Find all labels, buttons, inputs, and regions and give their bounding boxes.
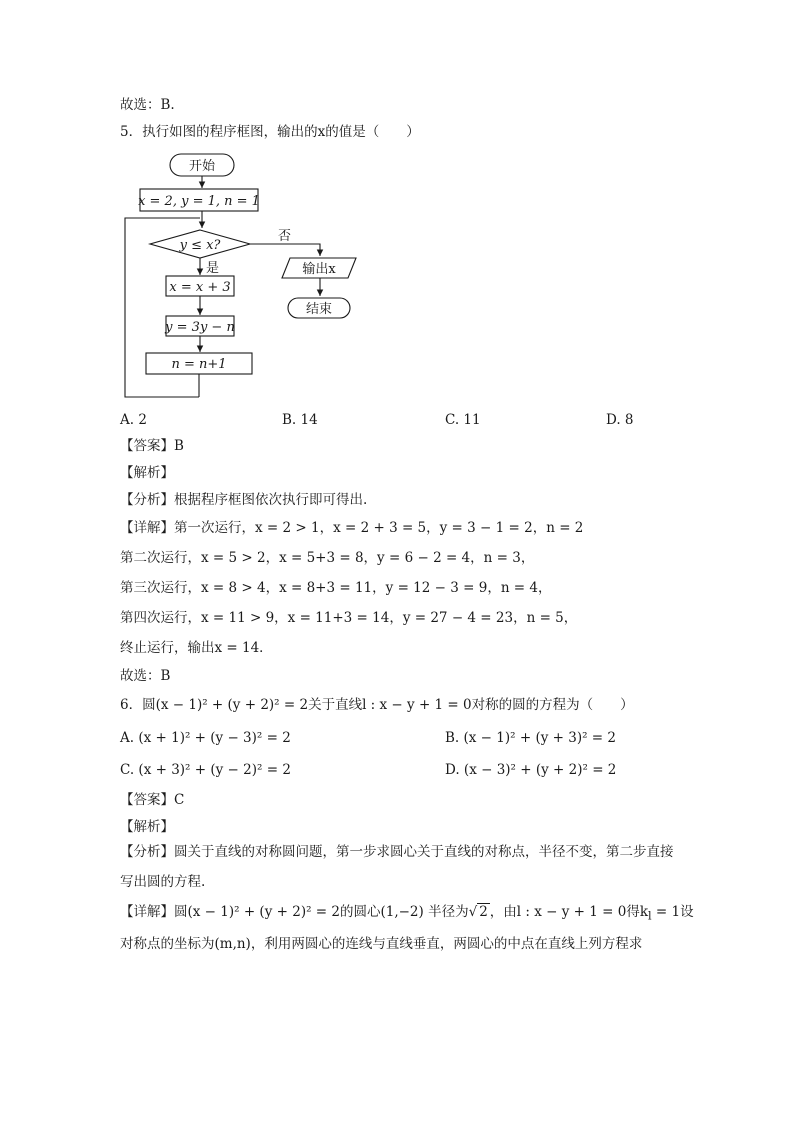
q5-analysis-heading: 【解析】 [120, 465, 174, 481]
q5-xiangjie: 【详解】第一次运行，x = 2 > 1，x = 2 + 3 = 5，y = 3 − 1 = 2，n = 2 [120, 520, 584, 536]
q6-option-d: D. (x − 3)² + (y + 2)² = 2 [445, 762, 617, 778]
q5-option-d: D. 8 [606, 412, 634, 428]
q6-analysis-heading: 【解析】 [120, 819, 174, 835]
flow-init-label: x = 2, y = 1, n = 1 [138, 194, 260, 209]
flow-start-label: 开始 [188, 159, 216, 174]
q5-final: 故选：B [120, 668, 171, 684]
q6-answer: 【答案】C [120, 792, 185, 808]
flow-output-label: 输出x [302, 262, 336, 277]
q6-stem: 6．圆(x − 1)² + (y + 2)² = 2关于直线l : x − y + 1 = 0对称的圆的方程为（ ） [120, 697, 634, 713]
prev-answer: 故选：B. [120, 97, 175, 113]
flow-end-label: 结束 [305, 302, 333, 317]
q5-answer: 【答案】B [120, 438, 184, 454]
q6-fenxi: 【分析】圆关于直线的对称圆问题，第一步求圆心关于直线的对称点，半径不变，第二步直接写出圆的方程. [120, 844, 674, 890]
flow-step1-label: x = x + 3 [169, 280, 231, 295]
q5-stem: 5．执行如图的程序框图，输出的x的值是（ ） [120, 124, 420, 140]
q5-option-c: C. 11 [445, 412, 481, 428]
flow-yes-label: 是 [206, 261, 220, 276]
q5-fenxi: 【分析】根据程序框图依次执行即可得出. [120, 492, 368, 508]
q5-option-a: A. 2 [120, 412, 147, 428]
q6-option-a: A. (x + 1)² + (y − 3)² = 2 [120, 730, 291, 746]
q6-xiangjie-line2: 对称点的坐标为(m,n)，利用两圆心的连线与直线垂直，两圆心的中点在直线上列方程求 [120, 936, 643, 952]
slope-subscript: l [648, 909, 652, 923]
sqrt-value: 2 [479, 904, 488, 920]
q5-stop: 终止运行，输出x = 14． [120, 640, 273, 656]
q5-run4: 第四次运行，x = 11 > 9，x = 11+3 = 14，y = 27 − 4 = 23，n = 5， [120, 610, 578, 626]
q5-run3: 第三次运行，x = 8 > 4，x = 8+3 = 11，y = 12 − 3 = 9，n = 4， [120, 580, 552, 596]
q6-option-b: B. (x − 1)² + (y + 3)² = 2 [445, 730, 616, 746]
q6-xiangjie-part-a: 【详解】圆(x − 1)² + (y + 2)² = 2的圆心(1,−2) 半径为 [120, 904, 469, 920]
q6-xiangjie-part-c: = 1设 [651, 904, 694, 920]
q6-option-c: C. (x + 3)² + (y − 2)² = 2 [120, 762, 291, 778]
q6-xiangjie-line1 [120, 902, 694, 927]
flow-step3-label: n = n+1 [171, 357, 227, 372]
q5-option-b: B. 14 [282, 412, 318, 428]
q6-xiangjie-part-b: ，由l : x − y + 1 = 0得k [489, 904, 649, 920]
q5-run2: 第二次运行，x = 5 > 2，x = 5+3 = 8，y = 6 − 2 = 4，n = 3， [120, 550, 535, 566]
sqrt-symbol: √ [468, 904, 478, 920]
flow-no-label: 否 [278, 229, 292, 244]
flow-decision-label: y ≤ x? [179, 238, 221, 253]
flow-step2-label: y = 3y − n [165, 320, 235, 335]
flowchart [120, 148, 380, 403]
